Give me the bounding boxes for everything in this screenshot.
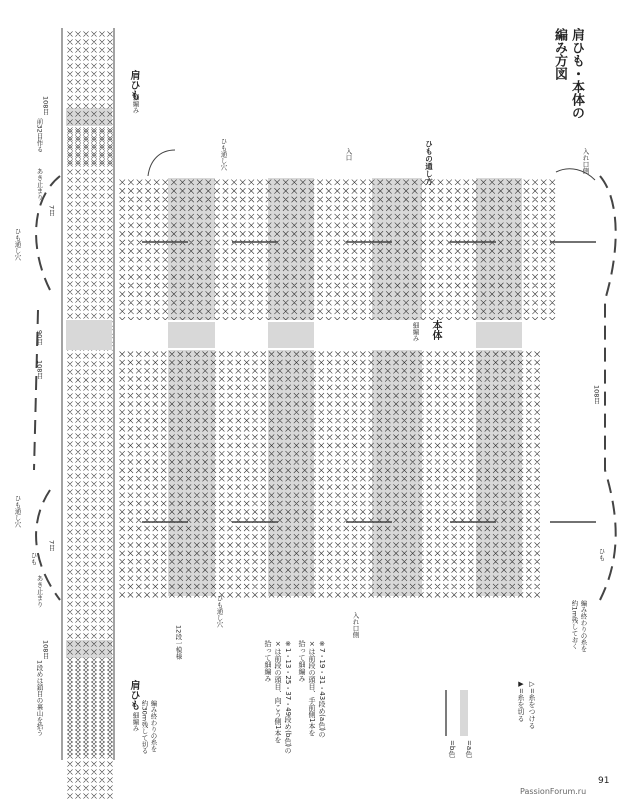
strap-band-top bbox=[66, 108, 112, 126]
chart-title: 肩ひも・本体の bbox=[569, 28, 584, 119]
strap-route-right bbox=[597, 176, 616, 600]
gap-band bbox=[476, 322, 522, 348]
note-line-6: 拾って細編み bbox=[264, 640, 272, 682]
legend-a-color: =a色 bbox=[465, 740, 473, 758]
note-line-2: ×は前段の頭目、手前側1本を bbox=[308, 640, 316, 737]
row-108-mid: 108目 bbox=[35, 360, 44, 379]
rows-12-label: 12段一模様 bbox=[174, 625, 183, 660]
strap-hole-left-top: ひも通し穴 bbox=[13, 228, 22, 261]
strap-top-knit: 細編み bbox=[131, 94, 140, 114]
strap-bottom-label: 肩ひも bbox=[128, 680, 139, 710]
body-knit-label: 細編み bbox=[411, 322, 420, 342]
strap-hole-left-bottom: ひも通し穴 bbox=[13, 495, 22, 528]
legend-swatch-a bbox=[460, 690, 468, 736]
enter-top-label: 入口 bbox=[344, 148, 353, 161]
strap-right-label: ひも bbox=[597, 548, 606, 561]
strap-band-bottom bbox=[66, 640, 112, 658]
strap-top-label: 肩ひも bbox=[128, 70, 139, 100]
strap-route-left bbox=[34, 176, 60, 600]
legend-cut: ▶=糸を切る bbox=[517, 680, 525, 722]
body-label: 本体 bbox=[430, 320, 441, 340]
row-32-label: 前32目作る bbox=[35, 118, 44, 153]
chart-subtitle: 編み方図 bbox=[552, 28, 567, 80]
opening-top: あき止まり bbox=[35, 168, 44, 201]
strap-top-grid-2 bbox=[67, 129, 112, 238]
note-line-4: ※1・13・25・37・49段め(b色)の bbox=[284, 640, 292, 754]
row-108-top: 108目 bbox=[41, 96, 50, 115]
stitch-marks bbox=[67, 129, 112, 238]
row-108-right: 108目 bbox=[592, 385, 601, 404]
strap-left-label: ひも bbox=[29, 552, 38, 565]
gap-band bbox=[268, 322, 314, 348]
finish-note-3: 編み終わりの糸を bbox=[149, 700, 158, 752]
legend-b-color: =b色 bbox=[448, 740, 456, 758]
color-band bbox=[168, 178, 215, 596]
gap-band bbox=[168, 322, 215, 348]
finish-note-1: 編み終わりの糸を bbox=[579, 600, 588, 652]
guide-curve bbox=[148, 150, 175, 176]
note-line-1: ※7・19・31・43段め(a色)の bbox=[318, 640, 326, 738]
row-90-label: 90目 bbox=[35, 330, 44, 345]
strap-hole-bottom: ひも通し穴 bbox=[215, 595, 224, 628]
enter-side-bottom: 入れ口側 bbox=[351, 612, 360, 638]
finish-note-2: 約1m残しておく bbox=[570, 600, 579, 650]
strap-top-grid bbox=[67, 31, 112, 164]
row-7-bottom: 7目 bbox=[47, 540, 56, 551]
note-line-3: 拾って細編み bbox=[298, 640, 306, 682]
strap-bottom-knit: 細編み bbox=[131, 712, 140, 732]
bottom-note-1: 1段めは鎖目の裏山を拾う bbox=[35, 660, 44, 736]
row-108-bottom: 108目 bbox=[41, 640, 50, 659]
enter-side-top: 入れ口側 bbox=[581, 148, 590, 174]
strap-bottom-grid bbox=[67, 661, 112, 754]
site-credit: PassionForum.ru bbox=[520, 787, 587, 796]
strap-howto-label: ひもの通し方 bbox=[424, 140, 434, 185]
legend-join: ▷=糸をつける bbox=[528, 680, 536, 729]
strap-mid-band bbox=[66, 320, 112, 350]
opening-bottom: あき止まり bbox=[35, 575, 44, 608]
strap-hole-top-a: ひも通し穴 bbox=[219, 138, 228, 171]
note-line-5: ×は前段の頭目、向こう側1本を bbox=[274, 640, 282, 744]
row-7-top: 7目 bbox=[47, 205, 56, 216]
stitch-marks bbox=[67, 31, 112, 164]
stitch-marks bbox=[67, 661, 112, 754]
page-number: 91 bbox=[598, 776, 610, 786]
finish-note-4: 約30m残して切る bbox=[140, 700, 149, 754]
